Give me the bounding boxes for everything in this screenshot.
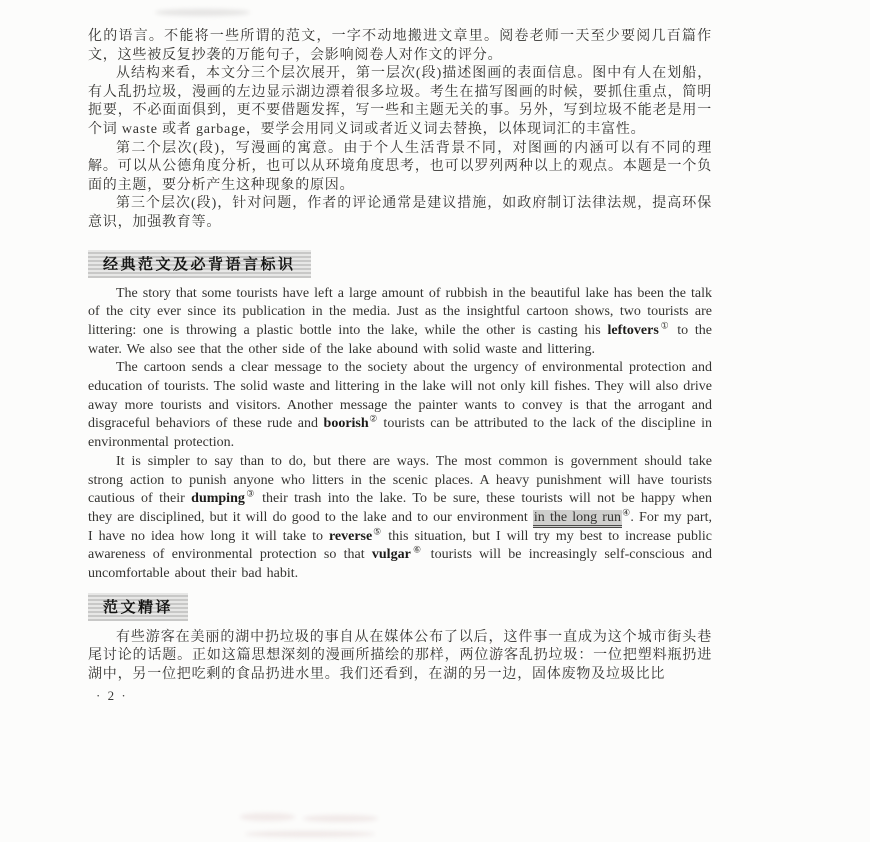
annotation-marker: ④ xyxy=(621,507,631,518)
scan-smudge xyxy=(303,815,378,822)
analysis-paragraph: 化的语言。不能将一些所谓的范文，一字不动地搬进文章里。阅卷老师一天至少要阅几百篇作文，这些被反复抄袭的万能句子，会影响阅卷人对作文的评分。 xyxy=(88,29,712,63)
annotation-marker: ① xyxy=(658,320,671,331)
text-run: . For my part, I have no idea how long it will take to xyxy=(88,509,712,544)
translation-paragraph: 有些游客在美丽的湖中扔垃圾的事自从在媒体公布了以后，这件事一直成为这个城市街头巷尾讨论的话题。正如这篇思想深刻的漫画所描绘的那样，两位游客乱扔垃圾：一位把塑料瓶扔进湖中，另一位把吃剩的食品扔进水里。我们还看到，在湖的另一边，固体废物及垃圾比比 xyxy=(88,629,712,682)
analysis-section xyxy=(88,28,712,233)
annotation-marker: ⑤ xyxy=(372,526,383,537)
text-run: this situation, but I will try my best to increase public awareness of environmental protection so that xyxy=(88,528,712,563)
annotation-marker: ③ xyxy=(244,488,256,499)
scan-smudge xyxy=(245,831,375,837)
keyword-bold: reverse xyxy=(328,528,373,544)
text-run: The story that some tourists have left a large amount of rubbish in the beautiful lake has been the talk of the city ever since its publication in the media. Just as the insightful cartoon shows, two tourists are littering: one is throwing a plastic bottle into the lake, while the other is casting his xyxy=(88,285,712,338)
analysis-paragraph: 第三个层次(段)，针对问题，作者的评论通常是建议措施，如政府制订法律法规，提高环保意识，加强教育等。 xyxy=(88,196,712,230)
keyword-bold: dumping xyxy=(191,491,245,507)
keyword-bold: leftovers xyxy=(607,322,659,338)
essay-paragraph xyxy=(88,453,712,584)
text-run: tourists will be increasingly self-conscious and uncomfortable about their bad habit. xyxy=(88,547,712,582)
page-content xyxy=(88,28,712,704)
page-number: · 2 · xyxy=(96,687,128,703)
translation-section-heading xyxy=(88,593,712,621)
annotation-marker: ② xyxy=(368,413,378,424)
essay-section-heading xyxy=(88,250,712,278)
text-run: The cartoon sends a clear message to the society about the urgency of environmental protection and education of tourists. The solid waste and littering in the lake will not only kill fishes. They will also drive away more tourists and visitors. Another message the painter wants to convey is that the arrogant and disgraceful behaviors of these rude and xyxy=(88,360,712,432)
highlighted-phrase: in the long run xyxy=(533,510,622,528)
translation-section xyxy=(88,629,712,685)
scan-smudge xyxy=(240,813,295,821)
text-run: It is simpler to say than to do, but there are ways. The most common is government should take strong action to punish anyone who litters in the scenic places. A heavy punishment will have tourists cautious of their xyxy=(88,453,712,507)
text-run: to the water. We also see that the other side of the lake abound with solid waste and littering. xyxy=(88,322,712,357)
annotation-marker: ⑥ xyxy=(410,544,424,555)
analysis-paragraph: 第二个层次(段)，写漫画的寓意。由于个人生活背景不同，对图画的内涵可以有不同的理解。可以从公德角度分析，也可以从环境角度思考，也可以罗列两种以上的观点。本题是一个负面的主题，要分析产生这种现象的原因。 xyxy=(88,140,712,193)
text-run: their trash into the lake. To be sure, these tourists will not be happy when they are disciplined, but it will do good to the lake and to our environment xyxy=(88,491,712,525)
essay-paragraph xyxy=(88,359,712,453)
analysis-paragraph: 从结构来看，本文分三个层次展开，第一层次(段)描述图画的表面信息。图中有人在划船，有人乱扔垃圾，漫画的左边显示湖边漂着很多垃圾。考生在描写图画的时候，要抓住重点，简明扼要，不必面面俱到，更不要借题发挥，写一些和主题无关的事。另外，写到垃圾不能老是用一个词 waste 或者 garbage，要学会用同义词或者近义词去替换，以体现词汇的丰富性。 xyxy=(88,66,712,137)
essay-section-heading-label: 经典范文及必背语言标识 xyxy=(88,250,311,278)
text-run: tourists can be attributed to the lack of the discipline in environmental protection. xyxy=(88,416,712,451)
scan-smudge xyxy=(155,9,250,16)
keyword-bold: vulgar xyxy=(371,547,411,563)
essay-paragraph xyxy=(88,285,712,360)
translation-section-heading-label: 范文精译 xyxy=(88,593,188,621)
keyword-bold: boorish xyxy=(323,416,369,432)
sample-essay-section xyxy=(88,285,712,584)
